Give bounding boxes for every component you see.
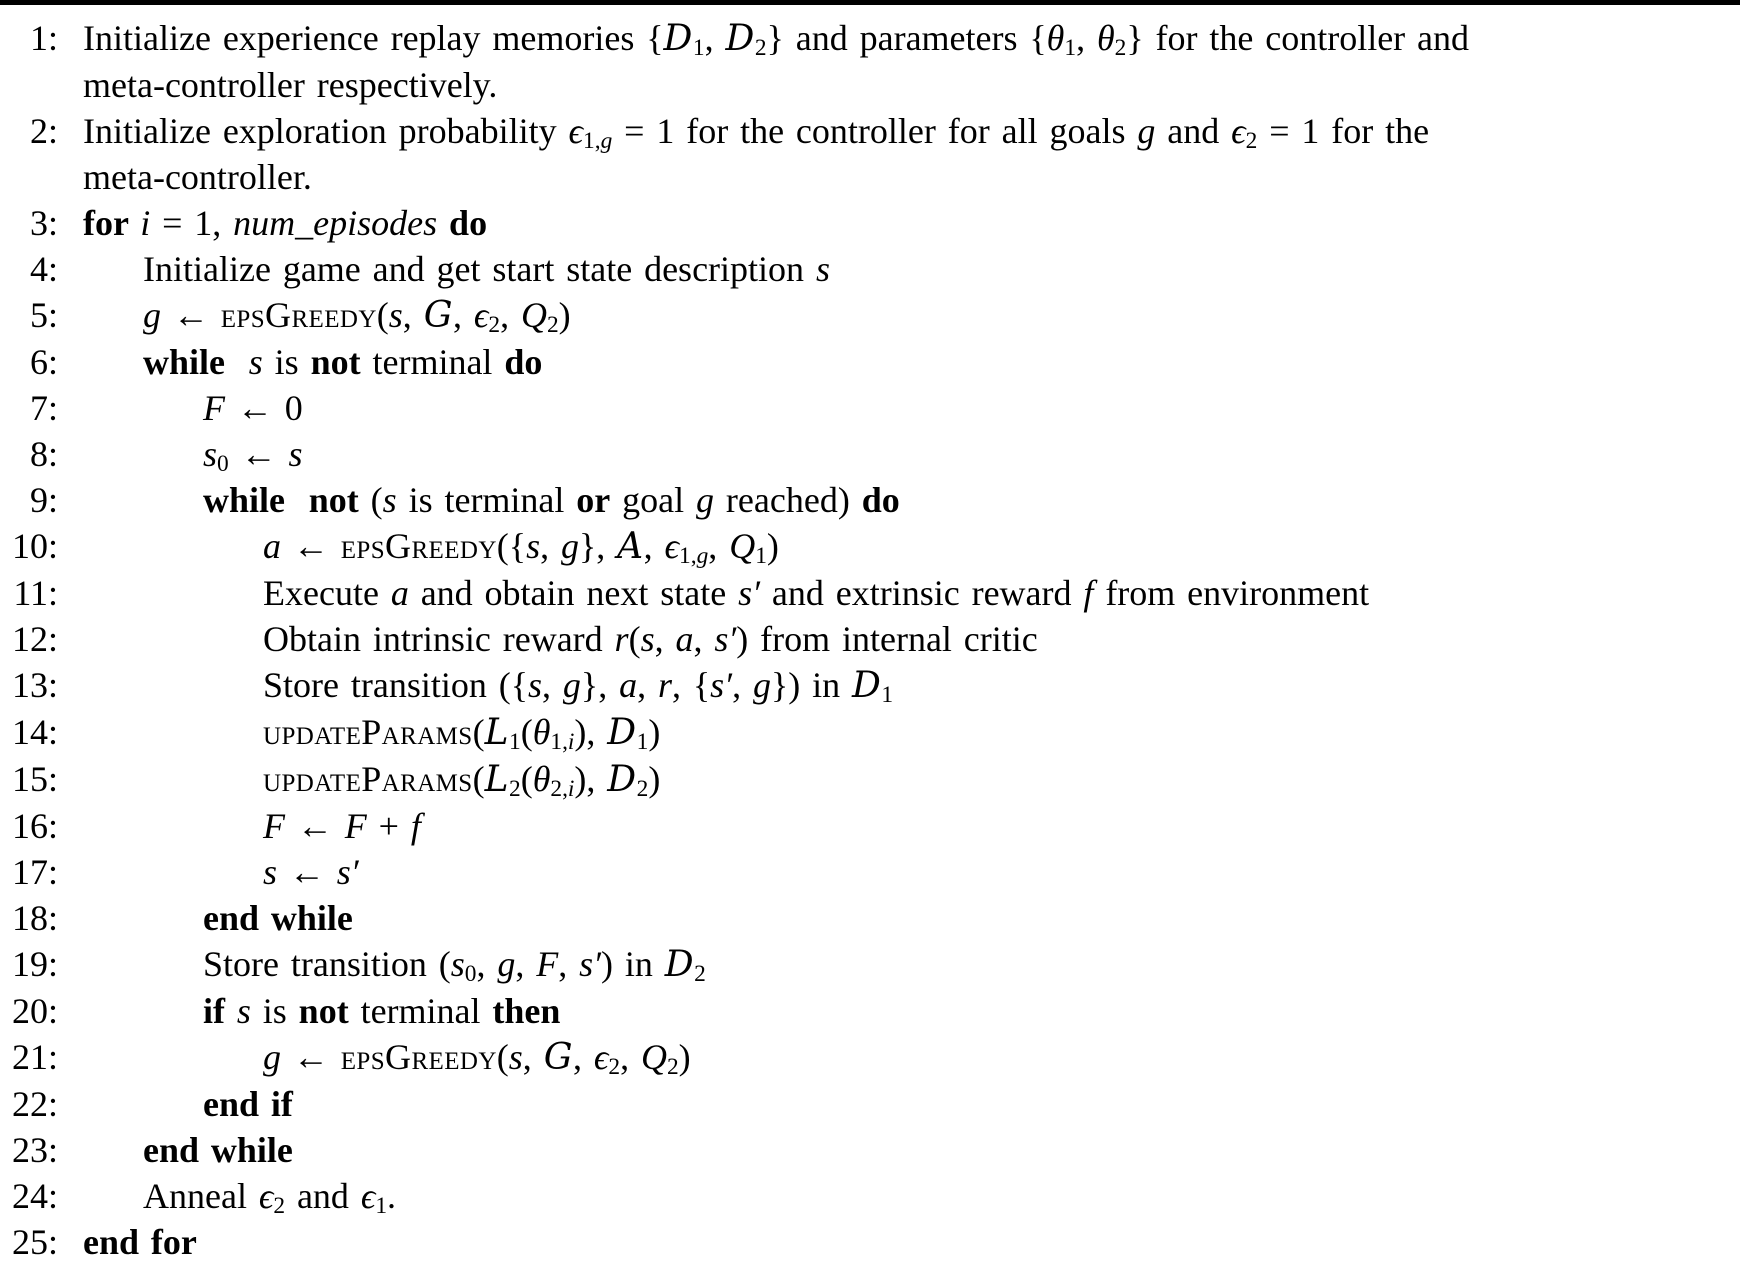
line-content: end while [143, 1130, 293, 1170]
line-content: end if [203, 1084, 293, 1124]
algorithm-line [6, 1173, 1740, 1219]
algorithm-line [6, 1034, 1740, 1081]
algorithm-line [6, 477, 1740, 523]
line-number: 8: [29, 434, 58, 474]
line-content: $updateParams(L_2(\theta_{2,}i)$, $D_2$) [263, 759, 661, 803]
algorithm-line [6, 292, 1740, 339]
line-number: 21: [11, 1037, 58, 1077]
line-content: $s_0$ ← s [203, 434, 303, 478]
line-content: F ← F + f [263, 806, 421, 846]
line-number: 1: [29, 18, 58, 58]
line-content: F ← 0 [203, 388, 303, 428]
algorithm-line [6, 431, 1740, 477]
line-content: while not (s is terminal or goal g reached) do [203, 480, 900, 520]
line-content: Anneal $\epsilon_2$ and $\epsilon_1$. [143, 1176, 397, 1220]
line-number: 14: [11, 712, 58, 752]
line-content: $updateParams(L_1(\theta_{1,}i)$, $D_1$) [263, 712, 661, 756]
line-number: 5: [29, 295, 58, 335]
line-content: a ← epsGreedy({s, g}, A, $\epsilon_{1,}g$, $Q_1$) [263, 526, 779, 570]
line-number: 2: [29, 111, 58, 151]
algorithm-line [6, 108, 1740, 200]
line-number: 23: [11, 1130, 58, 1170]
algorithm-line [6, 941, 1740, 988]
line-number: 20: [11, 991, 58, 1031]
line-number: 11: [13, 573, 58, 613]
line-content: Obtain intrinsic reward r(s, a, s′) from internal critic [263, 619, 1038, 659]
line-content: s ← s′ [263, 852, 359, 892]
algorithm-line [6, 1219, 1740, 1265]
line-number: 13: [11, 665, 58, 705]
algorithm-line [6, 523, 1740, 570]
algorithm-line [6, 849, 1740, 895]
algorithm-line [6, 988, 1740, 1034]
line-number: 9: [29, 480, 58, 520]
line-content: Store transition ({s, g}, a, r, {s′, g}) in $D_1$ [263, 665, 894, 709]
line-content: end while [203, 898, 353, 938]
line-number: 4: [29, 249, 58, 289]
line-number: 15: [11, 759, 58, 799]
line-number: 25: [11, 1222, 58, 1262]
line-content: g ← epsGreedy(s, G, $\epsilon_2$, $Q_2$) [143, 295, 571, 339]
algorithm-line [6, 339, 1740, 385]
algorithm-pseudocode [0, 5, 1740, 1265]
algorithm-line [6, 1081, 1740, 1127]
algorithm-line [6, 616, 1740, 662]
line-number: 22: [11, 1084, 58, 1124]
algorithm-line [6, 1127, 1740, 1173]
line-number: 16: [11, 806, 58, 846]
algorithm-line [6, 15, 1740, 108]
algorithm-line [6, 803, 1740, 849]
line-content: g ← epsGreedy(s, G, $\epsilon_2$, $Q_2$) [263, 1037, 691, 1081]
line-number: 3: [29, 203, 58, 243]
line-content: Initialize experience replay memories {$D_1$, $D_2$} and parameters {$\theta_1$, $\theta_2$} for the controller and meta-controller respectively. [83, 18, 1470, 105]
algorithm-body [6, 15, 1740, 1265]
line-number: 24: [11, 1176, 58, 1216]
line-number: 12: [11, 619, 58, 659]
algorithm-line [6, 756, 1740, 803]
line-content: Initialize exploration probability $\epsilon_{1,}g = 1$ for the controller for all goals g and $\epsilon_2 = 1$ for the meta-controller. [83, 111, 1430, 197]
algorithm-line [6, 200, 1740, 246]
algorithm-line [6, 246, 1740, 292]
line-number: 10: [11, 526, 58, 566]
algorithm-line [6, 570, 1740, 616]
line-content: Execute a and obtain next state s′ and extrinsic reward f from environment [263, 573, 1370, 613]
algorithm-line [6, 895, 1740, 941]
line-content: while s is not terminal do [143, 342, 543, 382]
line-content: end for [83, 1222, 197, 1262]
algorithm-line [6, 662, 1740, 709]
line-number: 6: [29, 342, 58, 382]
line-number: 7: [29, 388, 58, 428]
line-content: if s is not terminal then [203, 991, 561, 1031]
algorithm-line [6, 385, 1740, 431]
line-number: 19: [11, 944, 58, 984]
line-number: 17: [11, 852, 58, 892]
line-content: Initialize game and get start state description s [143, 249, 830, 289]
line-content: for i = 1, num_episodes do [83, 203, 488, 243]
algorithm-line [6, 709, 1740, 756]
line-number: 18: [11, 898, 58, 938]
line-content: Store transition ($s_0$, g, F, s′) in $D_2$ [203, 944, 706, 988]
